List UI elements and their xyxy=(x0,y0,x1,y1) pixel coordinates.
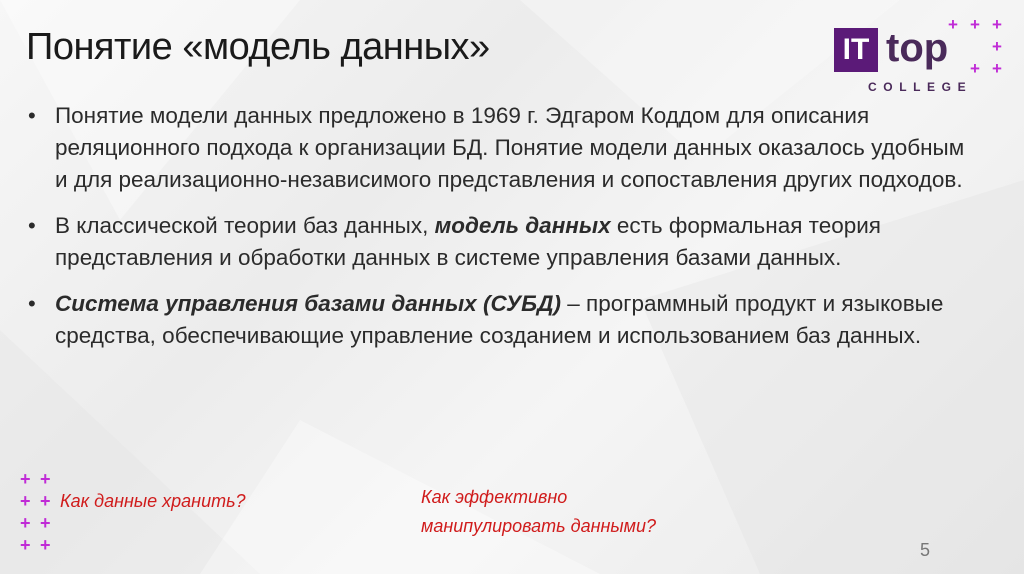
page-number: 5 xyxy=(920,540,931,560)
bullet-dot-icon: • xyxy=(28,103,36,128)
bullet-text-post: есть формальная теория представления и обработки данных в системе управления базами данных. xyxy=(55,213,881,270)
logo-top-word: top xyxy=(886,26,949,70)
plus-icon: + xyxy=(970,15,980,34)
plus-icon: + xyxy=(20,469,31,489)
bullet-dot-icon: • xyxy=(28,213,36,238)
plus-icon: + xyxy=(20,535,31,555)
bullet-item xyxy=(28,288,968,352)
plus-icon: + xyxy=(20,491,31,511)
plus-icon: + xyxy=(948,15,958,34)
plus-icon: + xyxy=(992,59,1002,78)
bullet-text-pre: В классической теории баз данных, xyxy=(55,213,435,238)
logo-it-box: IT xyxy=(834,28,878,72)
itop-college-logo xyxy=(830,16,1020,102)
bullet-list xyxy=(28,100,968,366)
question-manipulation xyxy=(421,483,656,541)
question-line: манипулировать данными? xyxy=(421,516,657,536)
question-line: Как эффективно xyxy=(421,487,568,507)
bullet-dot-icon: • xyxy=(28,291,36,316)
bullet-text-post: – программный продукт и языковые средства, обеспечивающие управление созданием и использованием баз данных. xyxy=(55,291,944,348)
plus-icon: + xyxy=(40,491,51,511)
bullet-text-emphasis: модель данных xyxy=(434,213,611,238)
plus-icon: + xyxy=(992,37,1002,56)
plus-icon: + xyxy=(40,535,51,555)
plus-icon: + xyxy=(20,513,31,533)
bullet-item xyxy=(28,100,968,196)
bullet-item xyxy=(28,210,968,274)
question-storage: Как данные хранить? xyxy=(60,491,246,511)
plus-icon: + xyxy=(40,513,51,533)
bullet-text-emphasis: Система управления базами данных (СУБД) xyxy=(55,291,562,316)
plus-icon: + xyxy=(992,15,1002,34)
plus-icon: + xyxy=(970,59,980,78)
plus-icon: + xyxy=(40,469,51,489)
slide-title: Понятие «модель данных» xyxy=(26,26,490,68)
logo-college-word: COLLEGE xyxy=(868,80,973,94)
bullet-text: Понятие модели данных предложено в 1969 г. Эдгаром Коддом для описания реляционного подхода к организации БД. Понятие модели данных оказалось удобным и для реализационно-независимого представления и сопоставления других подходов. xyxy=(55,103,965,192)
